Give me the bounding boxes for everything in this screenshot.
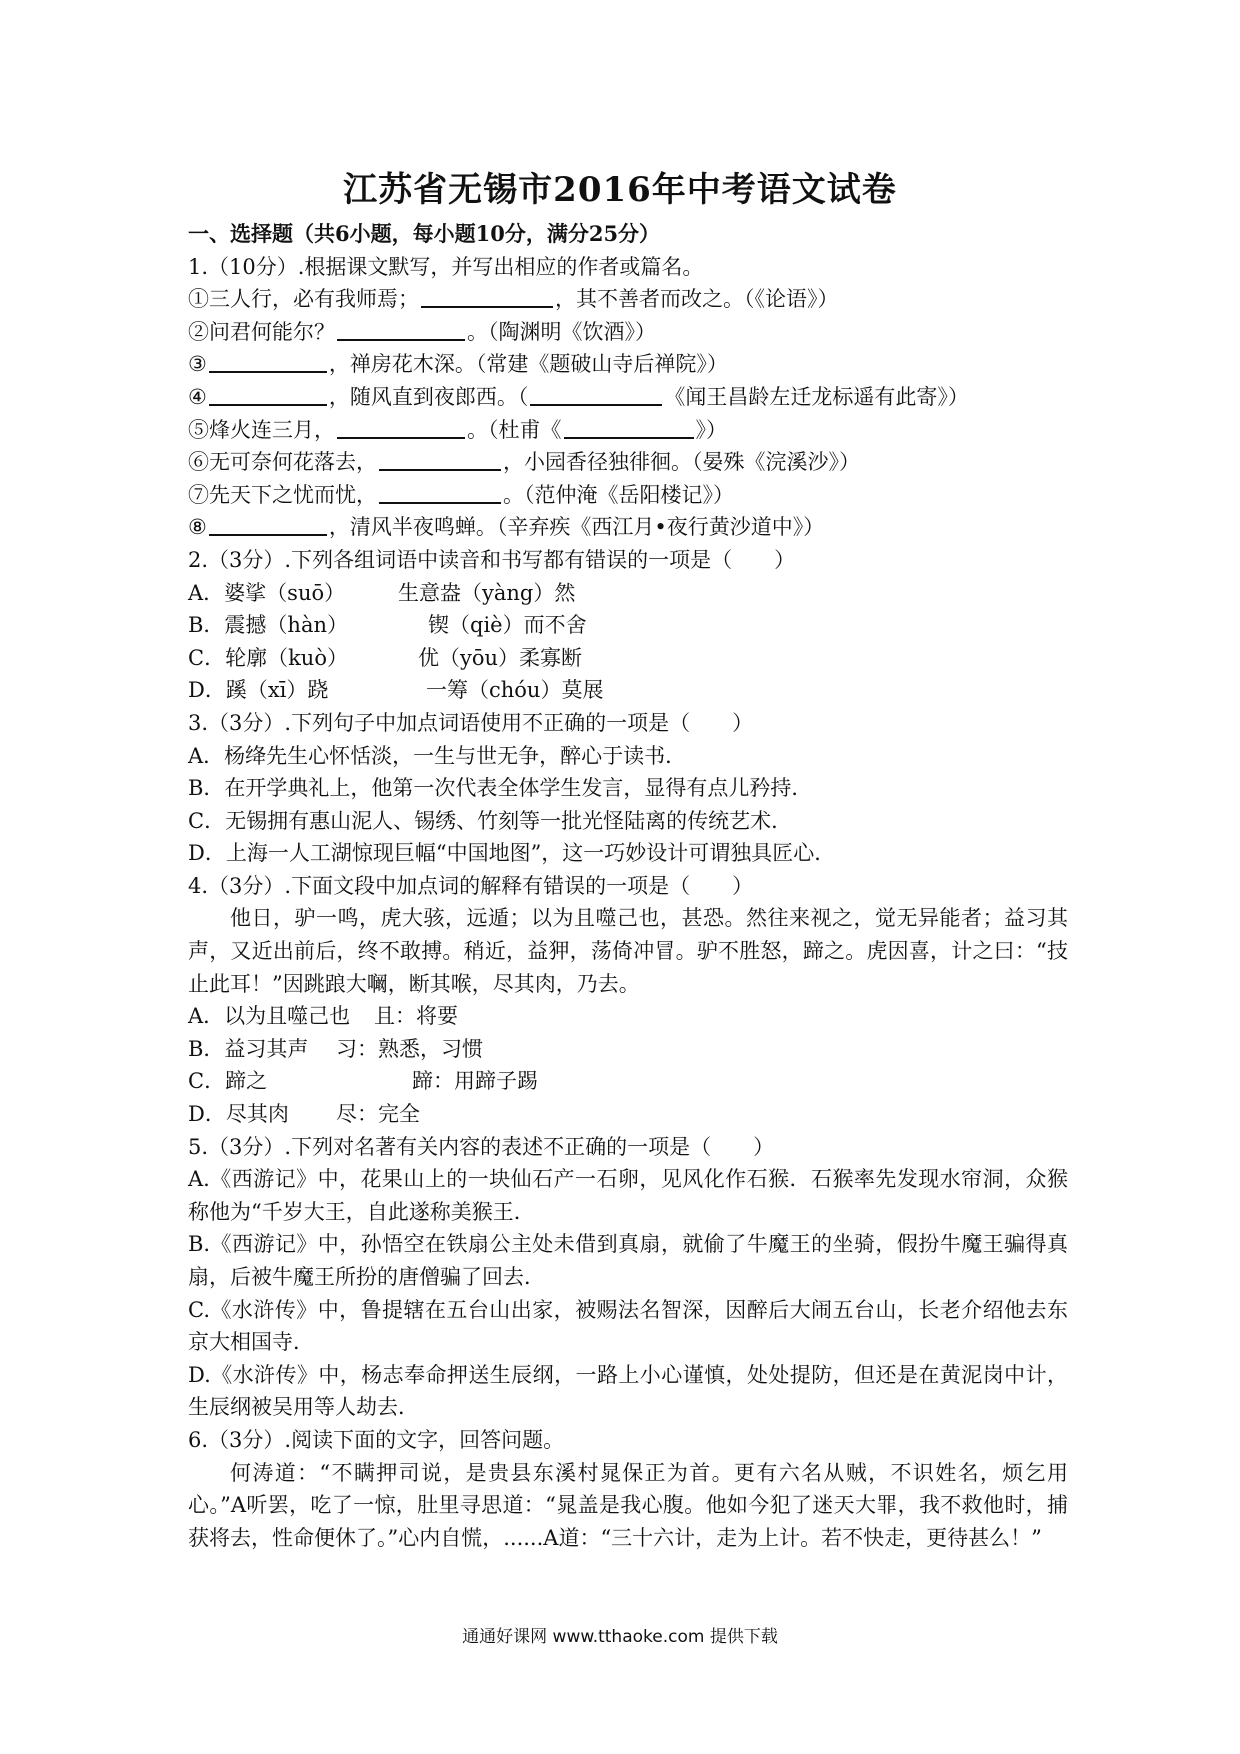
q6-passage: 何涛道：“不瞒押司说，是贵县东溪村晁保正为首。更有六名从贼，不识姓名，烦乞用心。”A听罢，吃了一惊，肚里寻思道：“晁盖是我心腹。他如今犯了迷天大罪，我不救他时，捕获将去，性命便休了。”心内自慌，......A道：“三十六计，走为上计。若不快走，更待甚么！” — [188, 1460, 1068, 1550]
question-1-stem: 1.（10分）.根据课文默写，并写出相应的作者或篇名。 — [188, 254, 704, 279]
q1-item-text: ⑥无可奈何花落去， — [188, 450, 377, 475]
q4-option-b[interactable] — [188, 1033, 1068, 1066]
answer-blank[interactable] — [421, 284, 553, 308]
option-word: C．轮廓（kuò） — [188, 645, 348, 670]
q1-item-text: 。（范仲淹《岳阳楼记》） — [503, 482, 734, 507]
option-phrase: A．以为且噬己也 — [188, 1004, 351, 1029]
option-phrase: B．益习其声 — [188, 1036, 309, 1061]
q1-item-text: 《闻王昌龄左迁龙标遥有此寄》） — [664, 384, 969, 409]
q1-item-3 — [188, 348, 1068, 381]
option-meaning: 且：将要 — [374, 1004, 458, 1029]
option-meaning: 习：熟悉，习惯 — [336, 1036, 483, 1061]
answer-blank[interactable] — [209, 512, 327, 536]
option-word: A．婆挲（suō） — [188, 580, 346, 605]
exam-body — [188, 218, 1068, 1554]
q3-option-c[interactable]: C．无锡拥有惠山泥人、锡绣、竹刻等一批光怪陆离的传统艺术． — [188, 808, 793, 833]
q1-item-text: ，其不善者而改之。（《论语》） — [555, 287, 839, 312]
option-word: B．震撼（hàn） — [188, 613, 349, 638]
option-meaning: 尽：完全 — [336, 1102, 420, 1127]
q1-item-text: 。（杜甫《 — [467, 417, 562, 442]
q5-option-d[interactable]: D.《水浒传》中，杨志奉命押送生辰纲，一路上小心谨慎，处处提防，但还是在黄泥岗中计，生辰纲被吴用等人劫去． — [188, 1362, 1068, 1420]
answer-blank[interactable] — [379, 480, 501, 504]
answer-blank[interactable] — [337, 317, 465, 341]
option-word: D．蹊（xī）跷 — [188, 678, 329, 703]
q1-item-6 — [188, 446, 1068, 479]
option-phrase: C．蹄之 — [188, 1069, 268, 1094]
option-word: 生意盎（yàng）然 — [398, 580, 576, 605]
q1-item-text: ④ — [188, 384, 207, 409]
question-5-stem: 5.（3分）.下列对名著有关内容的表述不正确的一项是（ ） — [188, 1134, 775, 1159]
option-phrase: D．尽其肉 — [188, 1102, 289, 1127]
q1-item-1 — [188, 283, 1068, 316]
q1-item-text: ⑤烽火连三月， — [188, 417, 335, 442]
q5-option-c[interactable]: C.《水浒传》中，鲁提辖在五台山出家，被赐法名智深，因醉后大闹五台山，长老介绍他去东京大相国寺． — [188, 1297, 1068, 1355]
q2-option-b[interactable] — [188, 609, 1068, 642]
page-footer: 通通好课网 www.tthaoke.com 提供下载 — [462, 1627, 778, 1647]
q5-option-b[interactable]: B.《西游记》中，孙悟空在铁扇公主处未借到真扇，就偷了牛魔王的坐骑，假扮牛魔王骗得真扇，后被牛魔王所扮的唐僧骗了回去． — [188, 1232, 1068, 1289]
answer-blank[interactable] — [379, 447, 501, 471]
q1-item-7 — [188, 479, 1068, 512]
q4-option-d[interactable] — [188, 1098, 1068, 1131]
answer-blank[interactable] — [209, 349, 327, 373]
q2-option-c[interactable] — [188, 642, 1068, 675]
q3-option-a[interactable]: A．杨绛先生心怀恬淡，一生与世无争，醉心于读书． — [188, 743, 687, 768]
q1-item-text: ，清风半夜鸣蝉。（辛弃疾《西江月•夜行黄沙道中》） — [328, 515, 825, 540]
answer-blank[interactable] — [530, 382, 662, 406]
q1-item-text: ，随风直到夜郎西。（ — [328, 384, 529, 409]
option-word: 一筹（chóu）莫展 — [426, 678, 604, 703]
q4-passage: 他日，驴一鸣，虎大骇，远遁；以为且噬己也，甚恐。然往来视之，觉无异能者；益习其声，又近出前后，终不敢搏。稍近，益狎，荡倚冲冒。驴不胜怒，蹄之。虎因喜，计之曰：“技止此耳！”因跳踉大㘎，断其喉，尽其肉，乃去。 — [188, 906, 1068, 996]
q1-item-text: ①三人行，必有我师焉； — [188, 287, 419, 312]
option-meaning: 蹄：用蹄子踢 — [412, 1069, 538, 1094]
question-2-stem: 2.（3分）.下列各组词语中读音和书写都有错误的一项是（ ） — [188, 547, 796, 572]
q1-item-text: ，禅房花木深。（常建《题破山寺后禅院》） — [328, 352, 728, 377]
question-6-stem: 6.（3分）.阅读下面的文字，回答问题。 — [188, 1427, 565, 1452]
q1-item-8 — [188, 511, 1068, 544]
q1-item-2 — [188, 316, 1068, 349]
option-word: 优（yōu）柔寡断 — [418, 645, 583, 670]
q1-item-text: 》） — [695, 417, 727, 442]
answer-blank[interactable] — [337, 415, 465, 439]
q1-item-text: ③ — [188, 352, 207, 377]
q3-option-b[interactable]: B．在开学典礼上，他第一次代表全体学生发言，显得有点儿矜持． — [188, 776, 813, 801]
page-title: 江苏省无锡市2016年中考语文试卷 — [343, 170, 897, 210]
q1-item-4 — [188, 381, 1068, 414]
section-heading: 一、选择题（共6小题，每小题10分，满分25分） — [188, 221, 661, 246]
q1-item-text: ⑦先天下之忧而忧， — [188, 482, 377, 507]
option-word: 锲（qiè）而不舍 — [428, 613, 587, 638]
q1-item-text: ②问君何能尔？ — [188, 319, 335, 344]
q4-option-a[interactable] — [188, 1000, 1068, 1033]
q5-option-a[interactable]: A.《西游记》中，花果山上的一块仙石产一石卵，见风化作石猴．石猴率先发现水帘洞，众猴称他为“千岁大王，自此遂称美猴王． — [188, 1167, 1068, 1224]
q1-item-text: ，小园香径独徘徊。（晏殊《浣溪沙》） — [503, 450, 860, 475]
answer-blank[interactable] — [209, 382, 327, 406]
question-4-stem: 4.（3分）.下面文段中加点词的解释有错误的一项是（ ） — [188, 873, 754, 898]
q2-option-d[interactable] — [188, 674, 1068, 707]
q1-item-text: 。（陶渊明《饮酒》） — [467, 319, 656, 344]
q2-option-a[interactable] — [188, 577, 1068, 610]
q1-item-text: ⑧ — [188, 515, 207, 540]
answer-blank[interactable] — [564, 415, 694, 439]
q1-item-5 — [188, 414, 1068, 447]
q3-option-d[interactable]: D．上海一人工湖惊现巨幅“中国地图”，这一巧妙设计可谓独具匠心． — [188, 841, 836, 866]
q4-option-c[interactable] — [188, 1065, 1068, 1098]
question-3-stem: 3.（3分）.下列句子中加点词语使用不正确的一项是（ ） — [188, 710, 754, 735]
